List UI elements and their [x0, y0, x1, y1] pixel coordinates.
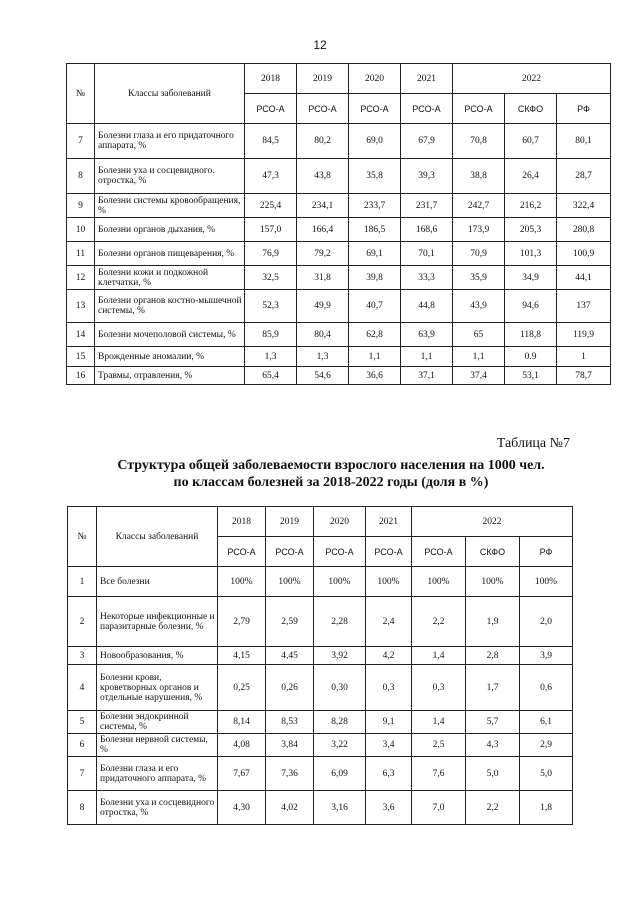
table-row	[68, 665, 573, 711]
row-value: 69,0	[349, 124, 401, 159]
morbidity-table-continued	[66, 63, 611, 385]
row-number: 8	[68, 791, 97, 825]
row-value: 85,9	[245, 323, 297, 347]
row-class-name: Болезни органов пищеварения, %	[95, 242, 245, 266]
table-caption-title	[66, 457, 596, 491]
row-class-name: Болезни мочеполовой системы, %	[95, 323, 245, 347]
row-value: 80,2	[297, 124, 349, 159]
table-row	[67, 323, 611, 347]
row-class-name: Болезни уха и сосцевидного отростка, %	[97, 791, 218, 825]
table-row	[67, 194, 611, 218]
header-region: РСО-А	[453, 94, 505, 124]
row-value: 173,9	[453, 218, 505, 242]
row-value: 5,7	[466, 711, 520, 734]
table-row	[67, 347, 611, 367]
row-value: 4,45	[266, 647, 314, 665]
row-value: 4,3	[466, 734, 520, 757]
row-value: 63,9	[401, 323, 453, 347]
row-number: 3	[68, 647, 97, 665]
table-row	[68, 791, 573, 825]
row-value: 52,3	[245, 290, 297, 323]
row-value: 6,1	[520, 711, 573, 734]
row-value: 28,7	[557, 159, 611, 194]
row-value: 39,3	[401, 159, 453, 194]
row-class-name: Болезни системы кровообращения, %	[95, 194, 245, 218]
header-region: СКФО	[466, 537, 520, 567]
row-value: 39,8	[349, 266, 401, 290]
header-region: РФ	[520, 537, 573, 567]
row-value: 1,9	[466, 597, 520, 647]
row-class-name: Болезни глаза и его придаточного аппарата, %	[97, 757, 218, 791]
row-value: 80,1	[557, 124, 611, 159]
row-value: 44,8	[401, 290, 453, 323]
table-row	[67, 266, 611, 290]
row-value: 2,59	[266, 597, 314, 647]
row-value: 137	[557, 290, 611, 323]
row-class-name: Болезни органов костно-мышечной системы, %	[95, 290, 245, 323]
row-class-name: Все болезни	[97, 567, 218, 597]
row-number: 15	[67, 347, 95, 367]
header-region: РФ	[557, 94, 611, 124]
row-value: 40,7	[349, 290, 401, 323]
row-class-name: Некоторые инфекционные и паразитарные болезни, %	[97, 597, 218, 647]
row-value: 280,8	[557, 218, 611, 242]
row-value: 8,53	[266, 711, 314, 734]
row-value: 69,1	[349, 242, 401, 266]
row-value: 1,4	[412, 647, 466, 665]
row-class-name: Врожденные аномалии, %	[95, 347, 245, 367]
row-value: 2,28	[314, 597, 366, 647]
row-value: 43,8	[297, 159, 349, 194]
row-number: 11	[67, 242, 95, 266]
table-caption-label: Таблица №7	[496, 436, 570, 451]
row-value: 2,8	[466, 647, 520, 665]
header-year: 2019	[297, 64, 349, 94]
row-value: 4,08	[218, 734, 266, 757]
row-value: 168,6	[401, 218, 453, 242]
row-value: 32,5	[245, 266, 297, 290]
row-value: 60,7	[505, 124, 557, 159]
row-value: 4,2	[366, 647, 412, 665]
row-value: 0.9	[505, 347, 557, 367]
header-region: РСО-А	[245, 94, 297, 124]
row-value: 65,4	[245, 367, 297, 385]
row-value: 36,6	[349, 367, 401, 385]
row-value: 100%	[314, 567, 366, 597]
row-value: 4,15	[218, 647, 266, 665]
row-value: 186,5	[349, 218, 401, 242]
row-value: 1,3	[245, 347, 297, 367]
row-value: 9,1	[366, 711, 412, 734]
row-value: 231,7	[401, 194, 453, 218]
row-value: 3,22	[314, 734, 366, 757]
row-value: 43,9	[453, 290, 505, 323]
row-value: 0,3	[412, 665, 466, 711]
row-value: 0,26	[266, 665, 314, 711]
header-year: 2022	[453, 64, 611, 94]
row-value: 166,4	[297, 218, 349, 242]
row-value: 119,9	[557, 323, 611, 347]
row-number: 4	[68, 665, 97, 711]
header-region: РСО-А	[266, 537, 314, 567]
row-value: 101,3	[505, 242, 557, 266]
table-row	[67, 290, 611, 323]
row-value: 1,8	[520, 791, 573, 825]
row-number: 10	[67, 218, 95, 242]
row-value: 79,2	[297, 242, 349, 266]
table-row	[68, 597, 573, 647]
header-year: 2020	[349, 64, 401, 94]
header-num: №	[68, 507, 97, 567]
row-value: 7,36	[266, 757, 314, 791]
row-value: 7,0	[412, 791, 466, 825]
row-value: 5,0	[520, 757, 573, 791]
morbidity-structure-table	[67, 506, 573, 825]
header-year: 2021	[366, 507, 412, 537]
row-class-name: Травмы, отравления, %	[95, 367, 245, 385]
row-value: 0,25	[218, 665, 266, 711]
row-value: 2,9	[520, 734, 573, 757]
table-row	[68, 567, 573, 597]
row-value: 76,9	[245, 242, 297, 266]
row-value: 100%	[520, 567, 573, 597]
row-value: 4,30	[218, 791, 266, 825]
row-class-name: Болезни органов дыхания, %	[95, 218, 245, 242]
row-value: 34,9	[505, 266, 557, 290]
row-value: 70,8	[453, 124, 505, 159]
row-value: 100%	[218, 567, 266, 597]
header-classes: Классы заболеваний	[97, 507, 218, 567]
header-year: 2021	[401, 64, 453, 94]
header-year: 2018	[245, 64, 297, 94]
row-value: 8,14	[218, 711, 266, 734]
row-value: 78,7	[557, 367, 611, 385]
row-value: 3,84	[266, 734, 314, 757]
header-year: 2022	[412, 507, 573, 537]
row-class-name: Болезни уха и сосцевидного. отростка, %	[95, 159, 245, 194]
row-value: 3,92	[314, 647, 366, 665]
row-value: 2,4	[366, 597, 412, 647]
row-value: 33,3	[401, 266, 453, 290]
header-classes: Классы заболеваний	[95, 64, 245, 124]
row-value: 94,6	[505, 290, 557, 323]
row-value: 216,2	[505, 194, 557, 218]
header-region: РСО-А	[297, 94, 349, 124]
caption-title-line: по классам болезней за 2018-2022 годы (доля в %)	[173, 475, 489, 490]
row-value: 233,7	[349, 194, 401, 218]
table-row	[67, 242, 611, 266]
row-value: 2,0	[520, 597, 573, 647]
table-row	[67, 124, 611, 159]
header-region: РСО-А	[412, 537, 466, 567]
row-value: 65	[453, 323, 505, 347]
row-value: 2,79	[218, 597, 266, 647]
row-value: 62,8	[349, 323, 401, 347]
row-class-name: Болезни крови, кроветворных органов и отдельные нарушения, %	[97, 665, 218, 711]
row-value: 67,9	[401, 124, 453, 159]
row-number: 7	[68, 757, 97, 791]
header-num: №	[67, 64, 95, 124]
row-value: 157,0	[245, 218, 297, 242]
header-year: 2018	[218, 507, 266, 537]
table-row	[68, 734, 573, 757]
row-value: 0,3	[366, 665, 412, 711]
row-value: 100%	[366, 567, 412, 597]
row-value: 80,4	[297, 323, 349, 347]
header-region: РСО-А	[366, 537, 412, 567]
row-value: 5,0	[466, 757, 520, 791]
header-region: РСО-А	[314, 537, 366, 567]
row-value: 6,09	[314, 757, 366, 791]
row-number: 13	[67, 290, 95, 323]
row-class-name: Болезни глаза и его придаточного аппарата, %	[95, 124, 245, 159]
row-number: 6	[68, 734, 97, 757]
row-value: 84,5	[245, 124, 297, 159]
row-value: 35,9	[453, 266, 505, 290]
table-row	[67, 367, 611, 385]
row-value: 205,3	[505, 218, 557, 242]
table-row	[68, 711, 573, 734]
row-number: 1	[68, 567, 97, 597]
row-value: 3,4	[366, 734, 412, 757]
row-class-name: Болезни эндокринной системы, %	[97, 711, 218, 734]
row-value: 35,8	[349, 159, 401, 194]
row-value: 44,1	[557, 266, 611, 290]
header-year: 2020	[314, 507, 366, 537]
row-value: 1,7	[466, 665, 520, 711]
header-region: СКФО	[505, 94, 557, 124]
row-value: 0,6	[520, 665, 573, 711]
row-value: 70,9	[453, 242, 505, 266]
row-value: 1,1	[453, 347, 505, 367]
row-value: 3,16	[314, 791, 366, 825]
row-value: 1,1	[349, 347, 401, 367]
caption-title-line: Структура общей заболеваемости взрослого населения на 1000 чел.	[117, 458, 545, 473]
row-value: 3,6	[366, 791, 412, 825]
row-class-name: Новообразования, %	[97, 647, 218, 665]
row-value: 100%	[412, 567, 466, 597]
row-number: 12	[67, 266, 95, 290]
row-value: 70,1	[401, 242, 453, 266]
table-row	[68, 647, 573, 665]
row-value: 100,9	[557, 242, 611, 266]
header-region: РСО-А	[349, 94, 401, 124]
row-number: 16	[67, 367, 95, 385]
row-number: 8	[67, 159, 95, 194]
row-value: 234,1	[297, 194, 349, 218]
row-number: 14	[67, 323, 95, 347]
row-value: 37,1	[401, 367, 453, 385]
row-value: 47,3	[245, 159, 297, 194]
row-value: 100%	[466, 567, 520, 597]
row-value: 7,67	[218, 757, 266, 791]
row-value: 2,2	[466, 791, 520, 825]
row-value: 31,8	[297, 266, 349, 290]
table-row	[68, 757, 573, 791]
row-value: 7,6	[412, 757, 466, 791]
row-value: 0,30	[314, 665, 366, 711]
row-value: 53,1	[505, 367, 557, 385]
row-value: 1	[557, 347, 611, 367]
row-number: 5	[68, 711, 97, 734]
table-row	[67, 218, 611, 242]
header-region: РСО-А	[218, 537, 266, 567]
row-value: 3,9	[520, 647, 573, 665]
row-value: 100%	[266, 567, 314, 597]
row-value: 225,4	[245, 194, 297, 218]
row-value: 118,8	[505, 323, 557, 347]
row-value: 37,4	[453, 367, 505, 385]
row-value: 8,28	[314, 711, 366, 734]
table-row	[67, 159, 611, 194]
row-value: 4,02	[266, 791, 314, 825]
row-number: 2	[68, 597, 97, 647]
row-class-name: Болезни нервной системы, %	[97, 734, 218, 757]
row-value: 1,1	[401, 347, 453, 367]
row-value: 2,2	[412, 597, 466, 647]
header-year: 2019	[266, 507, 314, 537]
row-number: 7	[67, 124, 95, 159]
row-class-name: Болезни кожи и подкожной клетчатки, %	[95, 266, 245, 290]
row-value: 1,3	[297, 347, 349, 367]
row-value: 49,9	[297, 290, 349, 323]
row-value: 322,4	[557, 194, 611, 218]
row-value: 6,3	[366, 757, 412, 791]
row-number: 9	[67, 194, 95, 218]
row-value: 2,5	[412, 734, 466, 757]
row-value: 26,4	[505, 159, 557, 194]
row-value: 1,4	[412, 711, 466, 734]
row-value: 38,8	[453, 159, 505, 194]
header-region: РСО-А	[401, 94, 453, 124]
row-value: 54,6	[297, 367, 349, 385]
row-value: 242,7	[453, 194, 505, 218]
page-number: 12	[313, 38, 327, 52]
